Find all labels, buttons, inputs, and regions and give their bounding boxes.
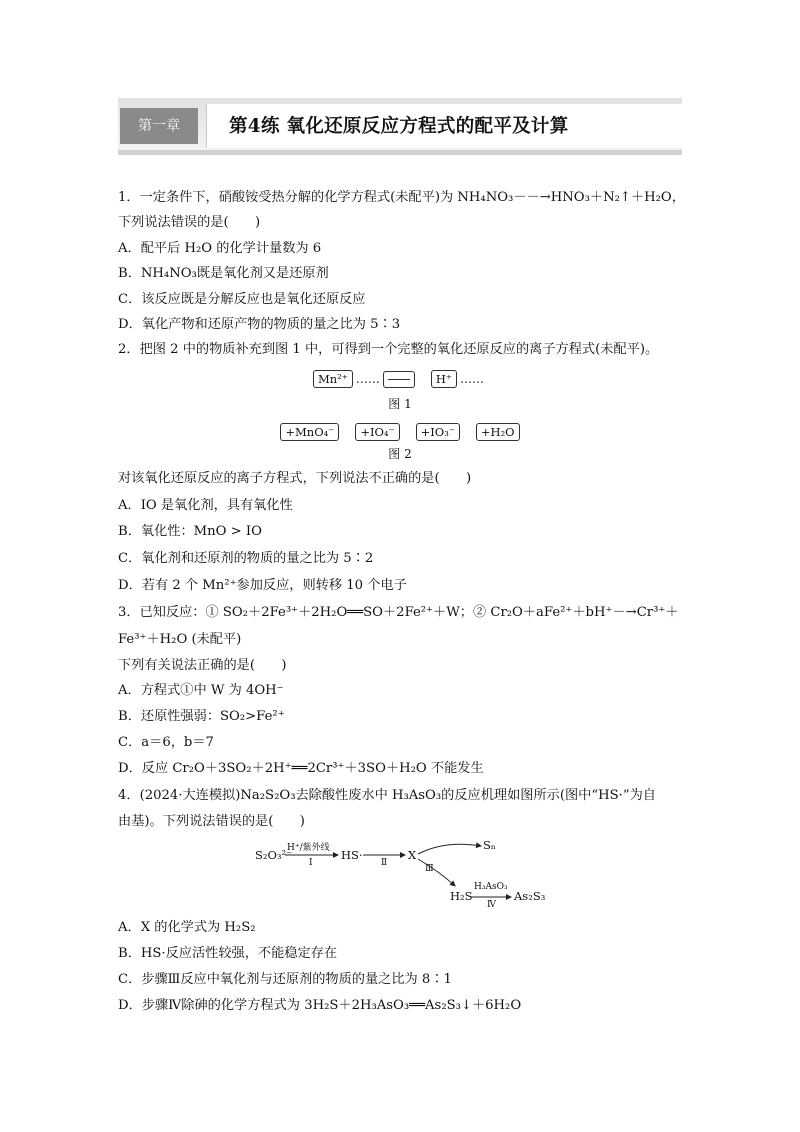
fig2-item-h2o: +H₂O bbox=[476, 423, 520, 441]
q3-option-a: A．方程式①中 W 为 4OH⁻ bbox=[118, 683, 284, 698]
q4-option-a: A．X 的化学式为 H₂S₂ bbox=[118, 920, 256, 935]
fig2-caption: 图 2 bbox=[388, 447, 412, 461]
title-box bbox=[206, 104, 683, 148]
q4-option-d: D．步骤Ⅳ除砷的化学方程式为 3H₂S＋2H₃AsO₃══As₂S₃↓＋6H₂O bbox=[118, 998, 522, 1013]
mech-step1: Ⅰ bbox=[309, 858, 313, 868]
q1-option-b: B．NH₄NO₃既是氧化剂又是还原剂 bbox=[118, 266, 329, 281]
q1-option-d: D．氧化产物和还原产物的物质的量之比为 5∶3 bbox=[118, 317, 401, 332]
page-title: 第4练 氧化还原反应方程式的配平及计算 bbox=[229, 116, 569, 137]
q3-stem-line2: Fe³⁺＋H₂O (未配平) bbox=[118, 632, 242, 647]
q2-option-d: D．若有 2 个 Mn²⁺参加反应，则转移 10 个电子 bbox=[118, 578, 407, 593]
mech-s2o3: S₂O₃²⁻ bbox=[255, 848, 293, 862]
q3-option-d: D．反应 Cr₂O＋3SO₂＋2H⁺══2Cr³⁺＋3SO＋H₂O 不能发生 bbox=[118, 761, 484, 776]
arrow-to-h2s bbox=[418, 859, 455, 886]
mech-x: X bbox=[408, 848, 417, 862]
fig1-arrow-box bbox=[383, 371, 415, 388]
q4-option-c: C．步骤Ⅲ反应中氧化剂与还原剂的物质的量之比为 8∶1 bbox=[118, 972, 452, 987]
q2-figure1 bbox=[0, 370, 800, 388]
fig2-item-mno4: +MnO₄⁻ bbox=[280, 423, 339, 441]
chapter-header bbox=[118, 98, 682, 156]
mech-h2s: H₂S bbox=[450, 889, 473, 903]
mech-cond1: H⁺/紫外线 bbox=[287, 843, 330, 853]
fig1-dots-b: …… bbox=[459, 371, 484, 386]
q2-figure2 bbox=[0, 423, 800, 441]
q1-stem-line2: 下列说法错误的是( ) bbox=[118, 215, 261, 230]
chapter-tag: 第一章 bbox=[120, 108, 198, 144]
mech-step2: Ⅱ bbox=[381, 858, 388, 868]
q4-stem-line2: 由基)。下列说法错误的是( ) bbox=[118, 814, 305, 829]
mech-cond4: H₃AsO₃ bbox=[474, 882, 508, 892]
fig1-dots-a: …… bbox=[355, 371, 380, 386]
q2-question: 对该氧化还原反应的离子方程式，下列说法不正确的是( ) bbox=[118, 471, 472, 486]
mech-hs-radical: HS· bbox=[341, 848, 363, 862]
fig1-box-h: H⁺ bbox=[431, 370, 457, 388]
q4-option-b: B．HS·反应活性较强，不能稳定存在 bbox=[118, 946, 338, 961]
q1-stem-line1: 1．一定条件下，硝酸铵受热分解的化学方程式(未配平)为 NH₄NO₃－－→HNO₃＋N₂↑＋H₂O， bbox=[118, 190, 685, 205]
arrow-to-sn bbox=[418, 844, 481, 854]
q3-option-b: B．还原性强弱：SO₂>Fe²⁺ bbox=[118, 709, 285, 724]
fig2-item-io4: +IO₄⁻ bbox=[355, 423, 399, 441]
q2-stem: 2．把图 2 中的物质补充到图 1 中，可得到一个完整的氧化还原反应的离子方程式(未配平)。 bbox=[118, 342, 659, 357]
q3-option-c: C．a＝6，b＝7 bbox=[118, 735, 214, 750]
q2-option-c: C．氧化剂和还原剂的物质的量之比为 5∶2 bbox=[118, 551, 374, 566]
q2-option-b: B．氧化性：MnO > IO bbox=[118, 524, 262, 539]
fig2-item-io3: +IO₃⁻ bbox=[416, 423, 460, 441]
mech-as2s3: As₂S₃ bbox=[514, 889, 546, 903]
q1-option-c: C．该反应既是分解反应也是氧化还原反应 bbox=[118, 292, 366, 307]
q4-mechanism-diagram bbox=[255, 836, 555, 908]
mech-step3: Ⅲ bbox=[425, 864, 434, 874]
mech-sn: Sₙ bbox=[483, 838, 496, 852]
q3-question: 下列有关说法正确的是( ) bbox=[118, 658, 287, 673]
mech-step4: Ⅳ bbox=[487, 900, 496, 910]
fig1-box-mn: Mn²⁺ bbox=[313, 370, 353, 388]
q4-stem-line1: 4．(2024·大连模拟)Na₂S₂O₃去除酸性废水中 H₃AsO₃的反应机理如图所示(图中“HS·”为自 bbox=[118, 788, 656, 803]
q3-stem-line1: 3．已知反应：① SO₂＋2Fe³⁺＋2H₂O══SO＋2Fe²⁺＋W；② Cr₂O＋aFe²⁺＋bH⁺－→Cr³⁺＋ bbox=[118, 605, 679, 620]
q2-option-a: A．IO 是氧化剂，具有氧化性 bbox=[118, 498, 293, 513]
fig1-caption: 图 1 bbox=[388, 397, 412, 411]
q1-option-a: A．配平后 H₂O 的化学计量数为 6 bbox=[118, 241, 322, 256]
